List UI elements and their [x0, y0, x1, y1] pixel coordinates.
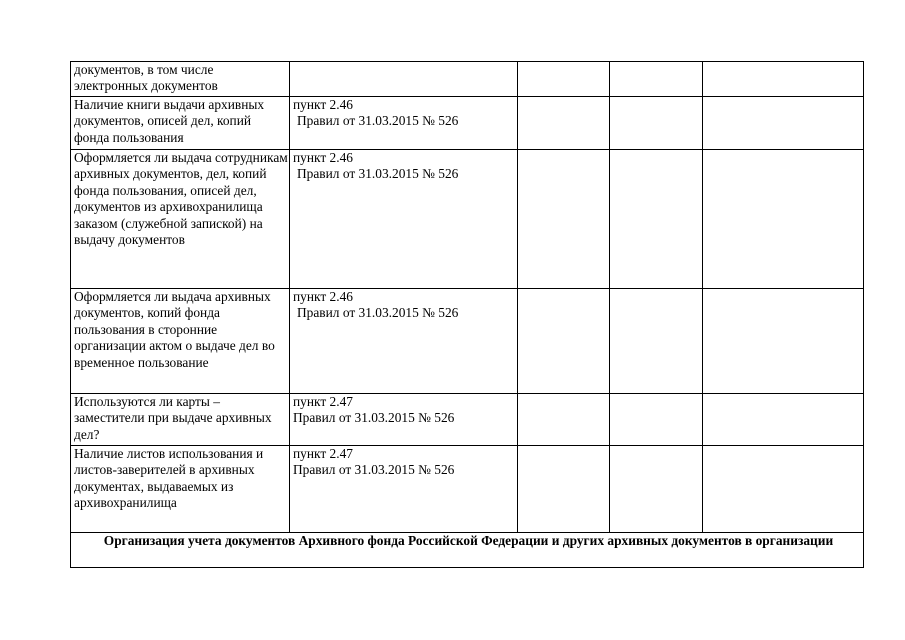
answer-no-cell[interactable]	[610, 62, 703, 97]
answer-no-cell[interactable]	[610, 289, 703, 394]
reference-point: пункт 2.46	[293, 150, 353, 165]
question-cell: Наличие книги выдачи архивных документов, описей дел, копий фонда пользования	[71, 97, 290, 150]
question-cell: Наличие листов использования и листов-заверителей в архивных документах, выдаваемых из архивохранилища	[71, 446, 290, 533]
legal-reference-cell	[290, 97, 518, 150]
reference-point: пункт 2.47	[293, 446, 353, 461]
reference-rules: Правил от 31.03.2015 № 526	[297, 166, 459, 182]
notes-cell[interactable]	[703, 446, 864, 533]
section-title: Организация учета документов Архивного фонда Российской Федерации и других архивных документов в организации	[71, 533, 864, 568]
reference-point: пункт 2.46	[293, 289, 353, 304]
answer-no-cell[interactable]	[610, 394, 703, 446]
notes-cell[interactable]	[703, 62, 864, 97]
table-row	[71, 394, 864, 446]
reference-rules: Правил от 31.03.2015 № 526	[293, 462, 455, 478]
reference-rules: Правил от 31.03.2015 № 526	[297, 305, 459, 321]
answer-yes-cell[interactable]	[518, 150, 610, 289]
legal-reference-cell	[290, 394, 518, 446]
question-cell: документов, в том числе электронных документов	[71, 62, 290, 97]
table-row	[71, 446, 864, 533]
reference-rules: Правил от 31.03.2015 № 526	[293, 410, 455, 426]
reference-point: пункт 2.47	[293, 394, 353, 409]
notes-cell[interactable]	[703, 150, 864, 289]
notes-cell[interactable]	[703, 394, 864, 446]
checklist-table	[70, 61, 864, 568]
section-header-row	[71, 533, 864, 568]
reference-rules: Правил от 31.03.2015 № 526	[297, 113, 459, 129]
table-row	[71, 62, 864, 97]
question-cell: Оформляется ли выдача архивных документов, копий фонда пользования в сторонние организации актом о выдаче дел во временное пользование	[71, 289, 290, 394]
table-row	[71, 97, 864, 150]
answer-yes-cell[interactable]	[518, 97, 610, 150]
answer-no-cell[interactable]	[610, 97, 703, 150]
answer-yes-cell[interactable]	[518, 394, 610, 446]
answer-yes-cell[interactable]	[518, 62, 610, 97]
table-row	[71, 150, 864, 289]
reference-point: пункт 2.46	[293, 97, 353, 112]
answer-no-cell[interactable]	[610, 150, 703, 289]
legal-reference-cell	[290, 150, 518, 289]
question-cell: Оформляется ли выдача сотрудникам архивных документов, дел, копий фонда пользования, описей дел, документов из архивохранилища заказом (служебной запиской) на выдачу документов	[71, 150, 290, 289]
legal-reference-cell	[290, 446, 518, 533]
question-cell: Используются ли карты – заместители при выдаче архивных дел?	[71, 394, 290, 446]
notes-cell[interactable]	[703, 97, 864, 150]
answer-yes-cell[interactable]	[518, 446, 610, 533]
answer-yes-cell[interactable]	[518, 289, 610, 394]
table-row	[71, 289, 864, 394]
legal-reference-cell	[290, 62, 518, 97]
notes-cell[interactable]	[703, 289, 864, 394]
legal-reference-cell	[290, 289, 518, 394]
answer-no-cell[interactable]	[610, 446, 703, 533]
